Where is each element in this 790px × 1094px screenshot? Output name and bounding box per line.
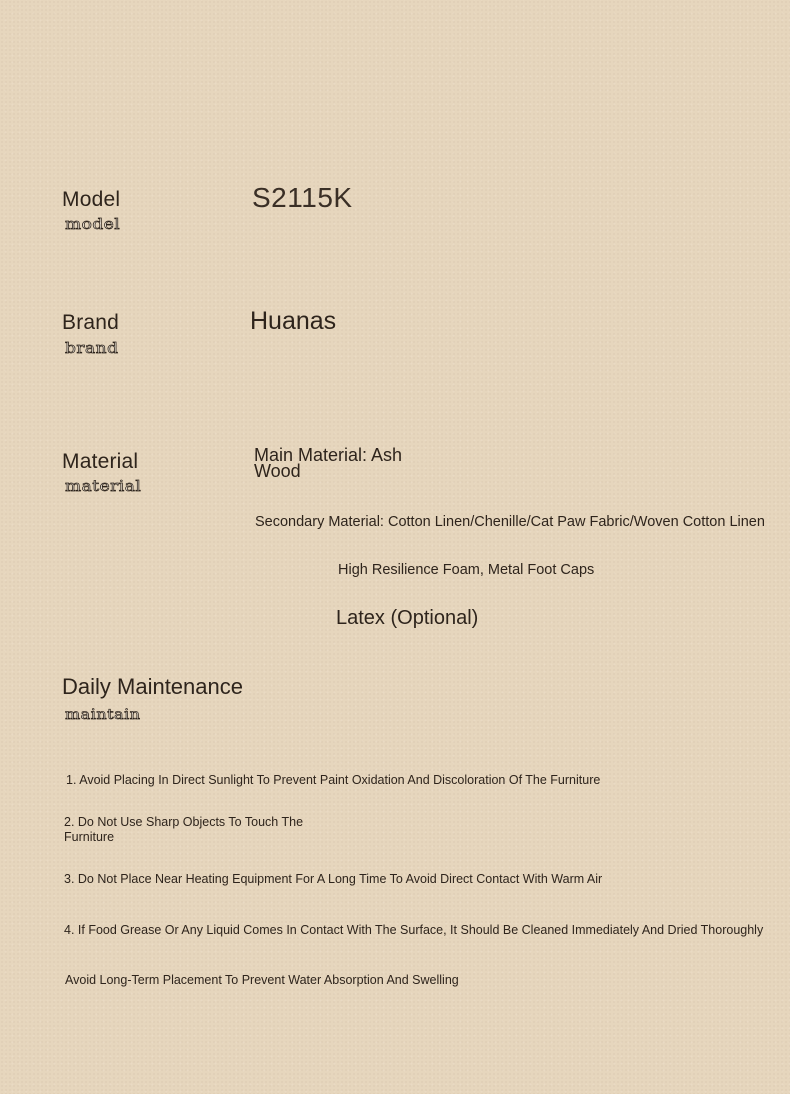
main-material: Main Material: Ash Wood bbox=[254, 445, 403, 481]
maintenance-tip-5: Avoid Long-Term Placement To Prevent Water Absorption And Swelling bbox=[65, 973, 459, 987]
maintenance-tip-4: 4. If Food Grease Or Any Liquid Comes In Contact With The Surface, It Should Be Cleaned Immediately And Dried Thoroughly bbox=[64, 923, 764, 937]
secondary-material: Secondary Material: Cotton Linen/Chenille/Cat Paw Fabric/Woven Cotton Linen bbox=[255, 514, 765, 530]
model-label: Model bbox=[62, 188, 121, 211]
model-sub-label: model bbox=[65, 216, 121, 233]
maintenance-sub-label: maintain bbox=[65, 706, 141, 723]
maintenance-tip-1: 1. Avoid Placing In Direct Sunlight To Prevent Paint Oxidation And Discoloration Of The Furniture bbox=[66, 773, 601, 787]
material-label: Material bbox=[62, 450, 139, 473]
maintenance-tip-3: 3. Do Not Place Near Heating Equipment For A Long Time To Avoid Direct Contact With Warm Air bbox=[64, 872, 603, 886]
material-latex: Latex (Optional) bbox=[336, 607, 479, 629]
material-sub-label: material bbox=[65, 478, 142, 495]
maintenance-tip-2: 2. Do Not Use Sharp Objects To Touch The Furniture bbox=[64, 815, 304, 844]
brand-sub-label: brand bbox=[65, 340, 119, 357]
brand-value: Huanas bbox=[250, 307, 337, 335]
brand-label: Brand bbox=[62, 311, 120, 334]
material-foam: High Resilience Foam, Metal Foot Caps bbox=[338, 562, 595, 578]
model-value: S2115K bbox=[252, 182, 353, 213]
maintenance-heading: Daily Maintenance bbox=[62, 674, 243, 699]
